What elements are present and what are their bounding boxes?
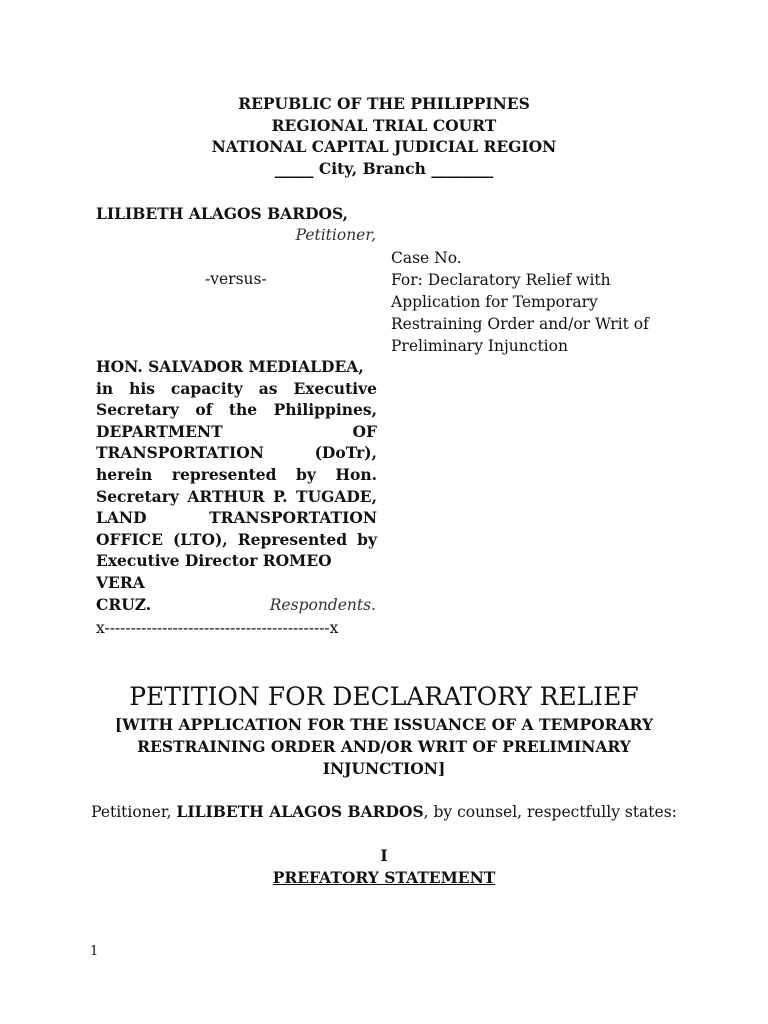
respondent-line: Secretary of the Philippines, <box>96 400 377 420</box>
petitioner-name: LILIBETH ALAGOS BARDOS, <box>96 204 349 223</box>
subtitle-line: RESTRAINING ORDER AND/OR WRIT OF PRELIMINARY <box>137 737 631 756</box>
respondent-line: DEPARTMENT OF <box>96 421 377 441</box>
section-number: I <box>380 846 388 865</box>
case-for-line: For: Declaratory Relief with <box>391 271 611 289</box>
respondent-line: TRANSPORTATION (DoTr), <box>96 443 377 463</box>
case-details <box>391 247 671 357</box>
intro-prefix: Petitioner, <box>91 803 177 821</box>
respondent-line: herein represented by Hon. <box>96 464 377 484</box>
versus-label: -versus- <box>205 270 267 288</box>
header-region: NATIONAL CAPITAL JUDICIAL REGION <box>211 137 557 156</box>
header-court: REGIONAL TRIAL COURT <box>271 115 497 135</box>
page-number: 1 <box>90 944 99 959</box>
respondents-list <box>96 356 377 615</box>
respondent-line: in his capacity as Executive <box>96 378 377 398</box>
caption-separator: x-------------------------------------------x <box>96 619 339 637</box>
intro-paragraph <box>0 802 768 821</box>
header-city-branch: _____ City, Branch ________ <box>274 158 494 178</box>
document-title: PETITION FOR DECLARATORY RELIEF <box>129 682 639 711</box>
court-header <box>0 93 768 179</box>
subtitle-line: INJUNCTION] <box>322 759 446 778</box>
subtitle-line: [WITH APPLICATION FOR THE ISSUANCE OF A TEMPORARY <box>114 715 654 734</box>
respondent-line: OFFICE (LTO), Represented by <box>96 529 377 549</box>
respondent-line: HON. SALVADOR MEDIALDEA, <box>96 357 364 376</box>
respondent-line: Executive Director ROMEO VERA <box>96 551 332 592</box>
case-for-line: Restraining Order and/or Writ of <box>391 315 649 333</box>
case-number-label: Case No. <box>391 249 462 267</box>
case-for-line: Preliminary Injunction <box>391 337 568 355</box>
intro-suffix: , by counsel, respectfully states: <box>423 803 677 821</box>
section-title: PREFATORY STATEMENT <box>272 868 496 887</box>
case-for-line: Application for Temporary <box>391 293 598 311</box>
respondent-line: Secretary ARTHUR P. TUGADE, <box>96 486 377 506</box>
respondents-role: Respondents. <box>269 596 376 614</box>
respondent-line: LAND TRANSPORTATION <box>96 508 377 528</box>
header-republic: REPUBLIC OF THE PHILIPPINES <box>238 94 530 113</box>
respondent-line: CRUZ. <box>96 594 152 614</box>
petitioner-role: Petitioner, <box>295 226 376 244</box>
document-subtitle <box>110 714 658 780</box>
intro-petitioner-name: LILIBETH ALAGOS BARDOS <box>176 802 424 821</box>
section-heading <box>0 868 768 887</box>
